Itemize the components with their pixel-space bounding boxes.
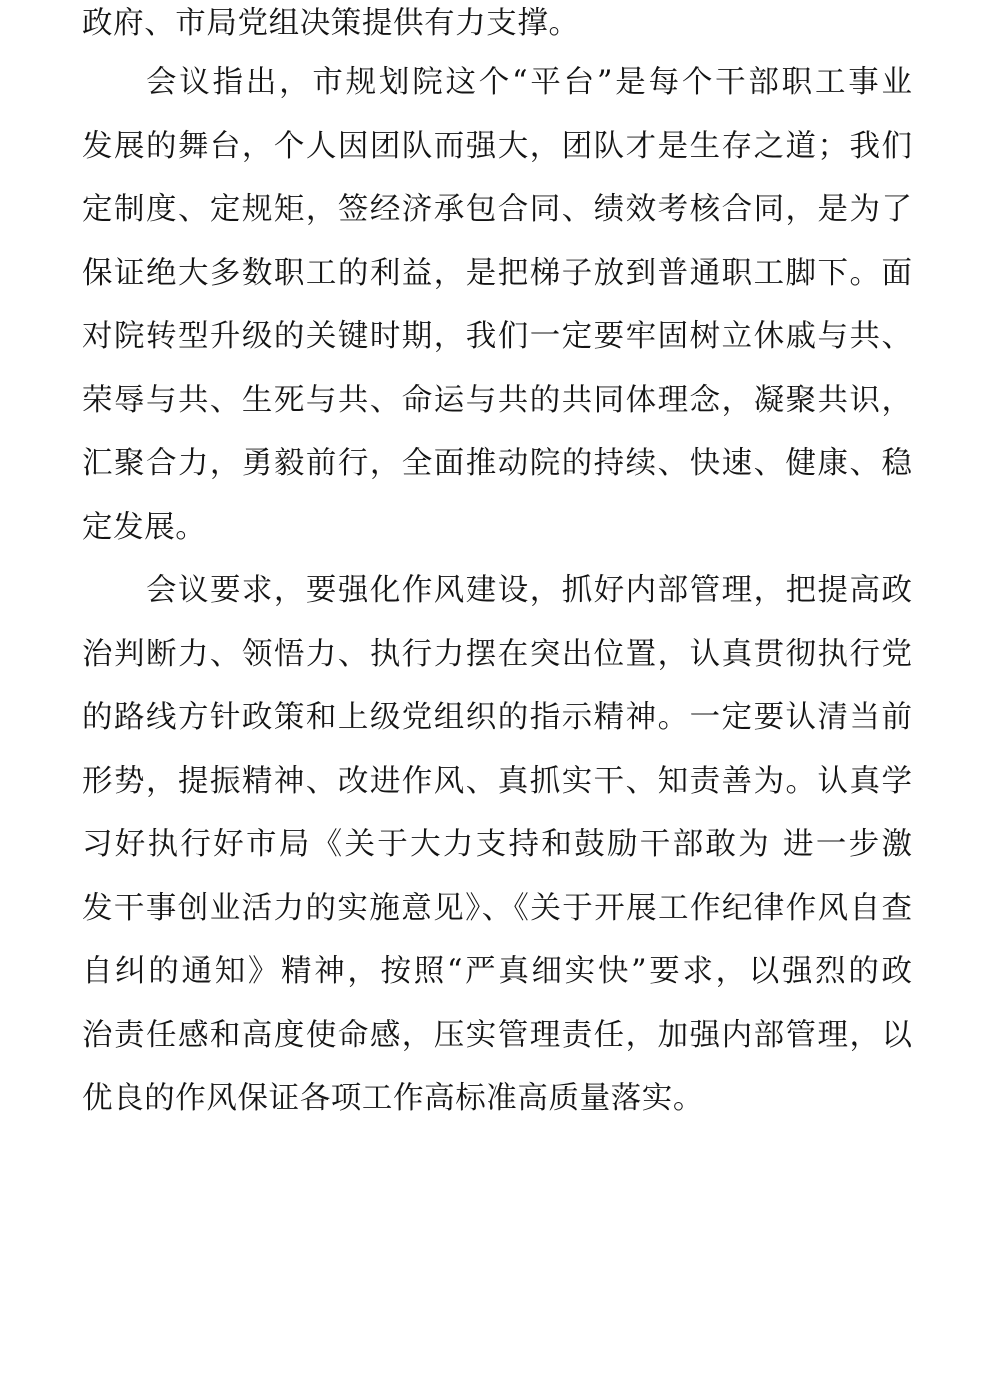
text-line: 对院转型升级的关键时期，我们一定要牢固树立休戚与共、 [82,319,912,354]
text-line: 形势，提振精神、改进作风、真抓实干、知责善为。认真学 [82,763,912,799]
text-line: 优良的作风保证各项工作高标准高质量落实。 [82,1081,704,1116]
text-line: 政府、市局党组决策提供有力支撑。 [82,6,580,41]
text-line: 治责任感和高度使命感，压实管理责任，加强内部管理，以 [82,1017,912,1053]
text-line: 治判断力、领悟力、执行力摆在突出位置，认真贯彻执行党 [82,636,912,672]
text-line: 定发展。 [82,509,207,545]
text-line: 发干事创业活力的实施意见》、《关于开展工作纪律作风自查 [82,890,912,926]
text-line: 定制度、定规矩，签经济承包合同、绩效考核合同，是为了 [82,192,912,227]
text-line: 保证绝大多数职工的利益，是把梯子放到普通职工脚下。面 [82,255,912,291]
text-line: 汇聚合力，勇毅前行，全面推动院的持续、快速、健康、稳 [82,446,912,481]
text-line: 习好执行好市局《关于大力支持和鼓励干部敢为 进一步激 [82,827,912,862]
text-line: 荣辱与共、生死与共、命运与共的共同体理念，凝聚共识， [82,382,912,418]
paragraph-start-line: 会议要求，要强化作风建设，抓好内部管理，把提高政 [146,573,912,608]
paragraph-start-line: 会议指出，市规划院这个“平台”是每个干部职工事业 [146,65,912,100]
text-line: 自纠的通知》精神，按照“严真细实快”要求，以强烈的政 [82,954,912,989]
document-body [82,0,912,1138]
text-line: 发展的舞台，个人因团队而强大，团队才是生存之道；我们 [82,128,912,164]
text-line: 的路线方针政策和上级党组织的指示精神。一定要认清当前 [82,700,912,735]
